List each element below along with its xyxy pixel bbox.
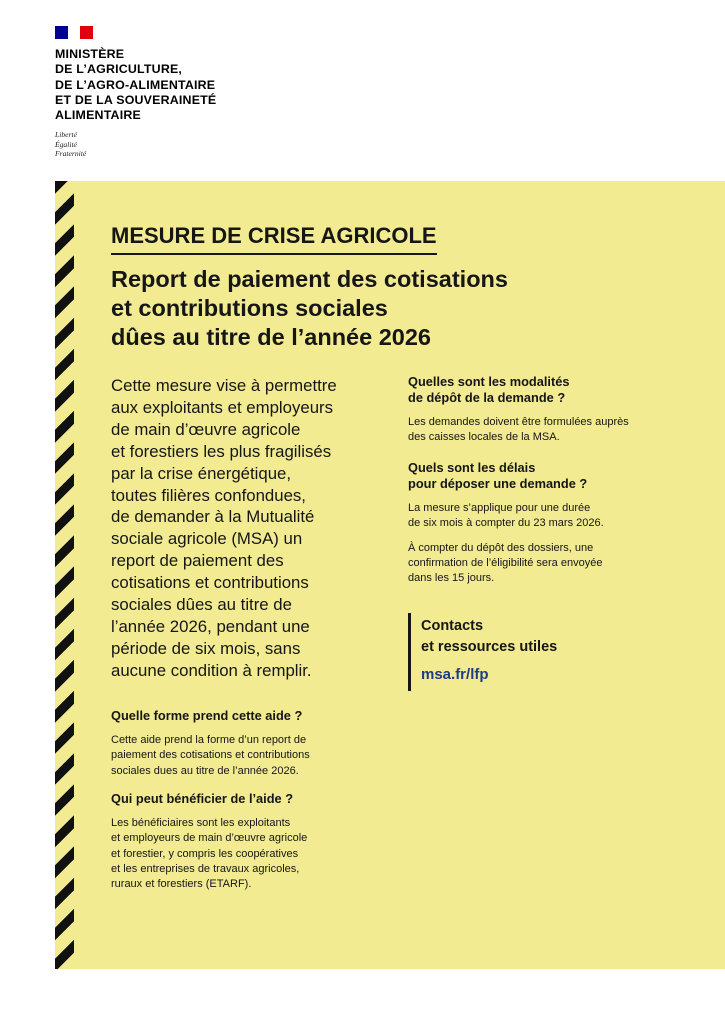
lead-paragraph: Cette mesure vise à permettre aux exploitants et employeurs de main d’œuvre agricole et forestiers les plus fragilisés par la crise énergétique, toutes filières confondues, de demander à la Mutualité sociale agricole (MSA) un report de paiement des cotisations et contributions sociales dûes au titre de l’année 2026, pendant une période de six mois, sans aucune condition à remplir. (111, 376, 337, 680)
qa-delais (408, 460, 688, 586)
qa-beneficiaires (111, 791, 391, 892)
flag-blue-band (55, 26, 68, 39)
qa-question: Quels sont les délais pour déposer une demande ? (408, 460, 588, 491)
qa-forme (111, 708, 391, 779)
french-flag-icon (55, 26, 93, 39)
qa-question: Qui peut bénéficier de l’aide ? (111, 791, 294, 806)
republic-motto: Liberté Égalité Fraternité (55, 130, 87, 158)
qa-question: Quelle forme prend cette aide ? (111, 708, 303, 723)
qa-modalites (408, 374, 688, 446)
ministry-name: MINISTÈRE DE L’AGRICULTURE, DE L’AGRO-ALIMENTAIRE ET DE LA SOUVERAINETÉ ALIMENTAIRE (55, 47, 217, 123)
hazard-stripes (55, 181, 74, 969)
kicker-heading: MESURE DE CRISE AGRICOLE (111, 221, 437, 255)
info-panel (55, 181, 725, 969)
qa-answer-extra: À compter du dépôt des dossiers, une confirmation de l’éligibilité sera envoyée dans les 15 jours. (408, 541, 603, 585)
msa-link[interactable]: msa.fr/lfp (421, 666, 489, 683)
flag-red-band (80, 26, 93, 39)
qa-question: Quelles sont les modalités de dépôt de la demande ? (408, 374, 570, 405)
qa-answer: Les bénéficiaires sont les exploitants et employeurs de main d’œuvre agricole et forestier, y compris les coopératives et les entreprises de travaux agricoles, ruraux et forestiers (ETARF). (111, 817, 308, 891)
qa-answer: Cette aide prend la forme d’un report de paiement des cotisations et contributions sociales dues au titre de l’année 2026. (111, 734, 310, 777)
qa-answer: Les demandes doivent être formulées auprès des caisses locales de la MSA. (408, 416, 629, 444)
flag-white-band (68, 26, 81, 39)
ministry-header (55, 26, 355, 158)
qa-answer: La mesure s’applique pour une durée de six mois à compter du 23 mars 2026. (408, 502, 604, 530)
contacts-box (408, 613, 661, 691)
contacts-title: Contacts et ressources utiles (421, 618, 558, 655)
page-title: Report de paiement des cotisations et contributions sociales dûes au titre de l’année 2026 (111, 266, 508, 350)
